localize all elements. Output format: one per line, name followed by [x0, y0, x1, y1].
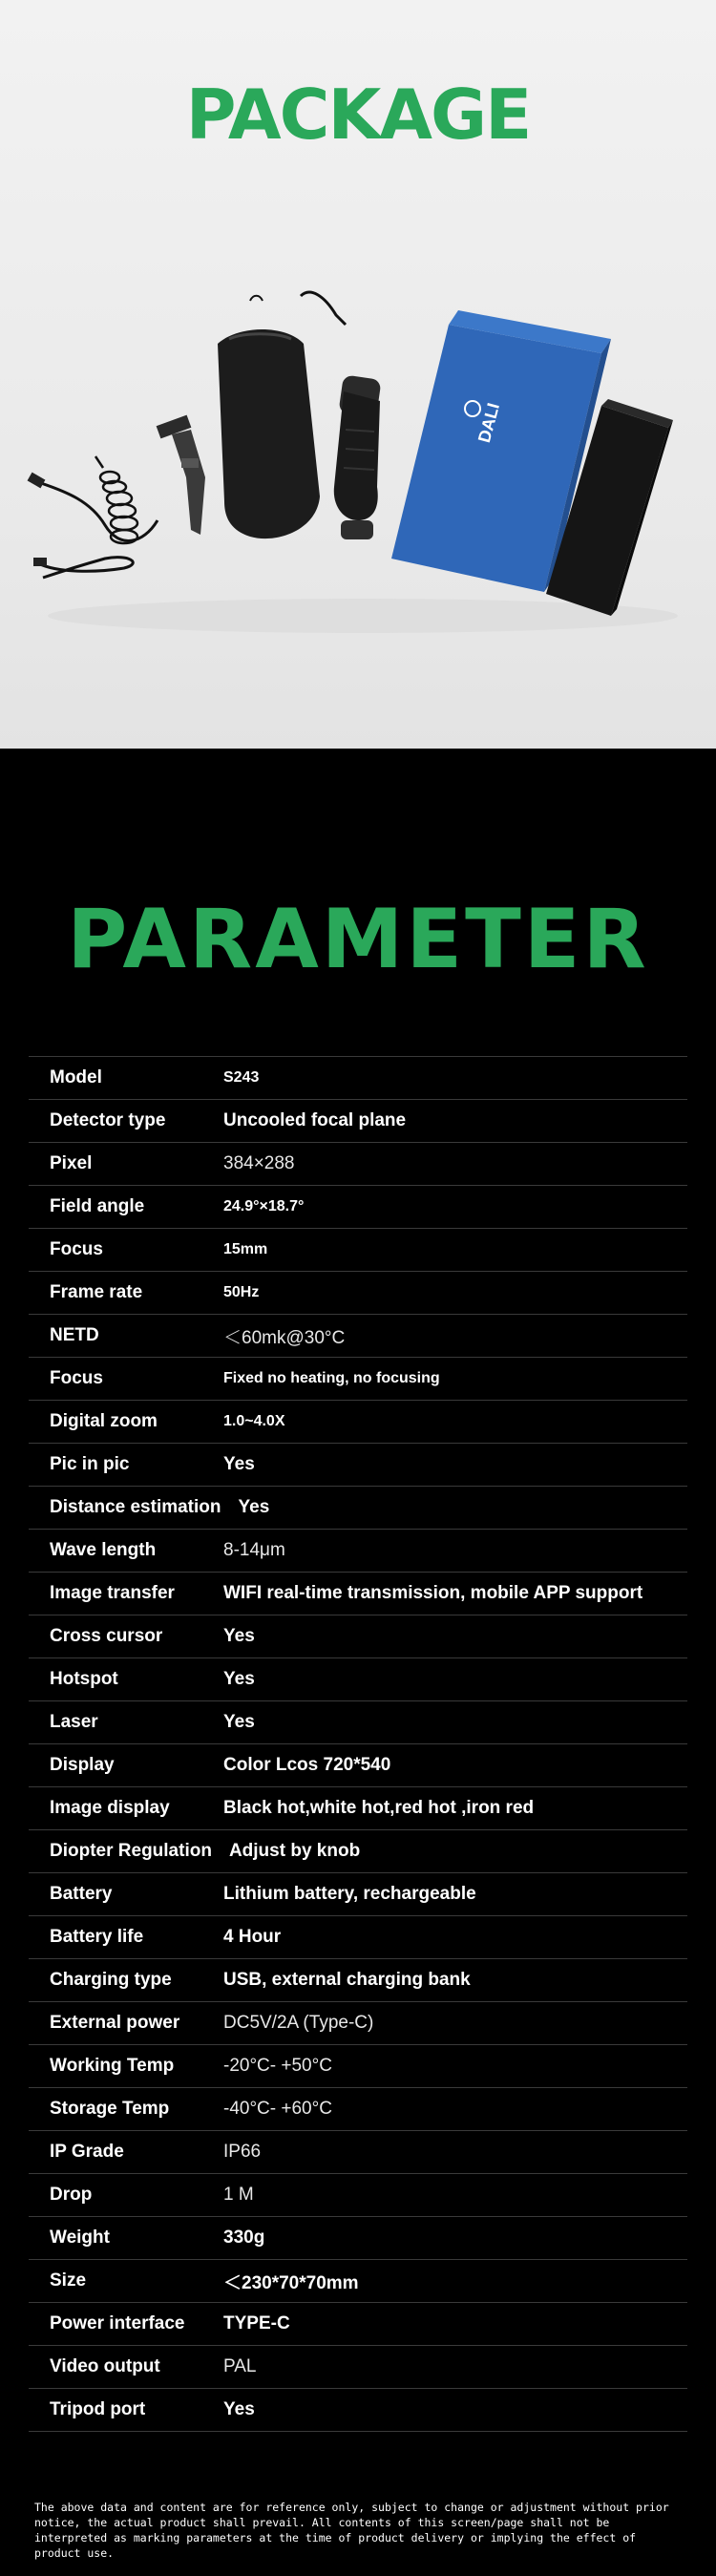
- spec-label: Focus: [50, 1239, 103, 1259]
- spec-value: 384×288: [223, 1153, 295, 1173]
- spec-value: 330g: [223, 2228, 265, 2248]
- table-row: [29, 1786, 687, 1829]
- spec-label: Wave length: [50, 1540, 157, 1560]
- table-row: [29, 2388, 687, 2432]
- table-row: [29, 1572, 687, 1615]
- spec-label: Distance estimation: [50, 1497, 221, 1517]
- carry-pouch-image: [218, 296, 320, 538]
- table-row: [29, 2259, 687, 2302]
- spec-label: Video output: [50, 2356, 160, 2376]
- table-row: [29, 1872, 687, 1915]
- spec-value: 50Hz: [223, 1284, 260, 1300]
- table-row: [29, 1228, 687, 1271]
- spec-label: Pic in pic: [50, 1454, 130, 1474]
- table-row: [29, 1529, 687, 1572]
- spec-value: Yes: [223, 1626, 255, 1646]
- disclaimer-text: The above data and content are for reference only, subject to change or adjustment without prior notice, the actual product shall prevail. All contents of this screen/page shall not be interpreted as marking parameters at the time of product delivery or implying the effect of product use.: [34, 2501, 669, 2560]
- spec-value: 15mm: [223, 1241, 268, 1257]
- spec-value: 24.9°×18.7°: [223, 1198, 305, 1214]
- table-row: [29, 1400, 687, 1443]
- spec-label: Diopter Regulation: [50, 1841, 212, 1861]
- parameter-section: [0, 749, 716, 2576]
- lanyard-image: [157, 415, 205, 535]
- spec-label: Image transfer: [50, 1583, 175, 1603]
- table-row: [29, 1958, 687, 2001]
- table-row: [29, 2130, 687, 2173]
- table-row: [29, 1056, 687, 1099]
- spec-label: Display: [50, 1755, 115, 1775]
- spec-value: Yes: [238, 1497, 270, 1517]
- table-row: [29, 1658, 687, 1700]
- table-row: [29, 2087, 687, 2130]
- spec-label: Power interface: [50, 2313, 185, 2333]
- spec-value: -20°C- +50°C: [223, 2056, 332, 2076]
- spec-label: Field angle: [50, 1196, 145, 1216]
- spec-value: TYPE-C: [223, 2313, 290, 2333]
- parameter-title: PARAMETER: [67, 892, 649, 987]
- spec-value: IP66: [223, 2142, 262, 2162]
- table-row: [29, 1700, 687, 1743]
- table-row: [29, 1271, 687, 1314]
- spec-label: Cross cursor: [50, 1626, 163, 1646]
- spec-table: [29, 1056, 687, 2432]
- spec-value: S243: [223, 1069, 260, 1086]
- spec-value: 8-14μm: [223, 1540, 285, 1560]
- spec-label: Drop: [50, 2185, 93, 2205]
- coiled-cable-image: [95, 456, 137, 543]
- spec-value: Yes: [223, 1712, 255, 1732]
- spec-value: DC5V/2A (Type-C): [223, 2013, 374, 2033]
- spec-label: Battery: [50, 1884, 113, 1904]
- spec-value: Yes: [223, 1454, 255, 1474]
- spec-label: Image display: [50, 1798, 170, 1818]
- table-row: [29, 1357, 687, 1400]
- table-row: [29, 1915, 687, 1958]
- spec-label: Frame rate: [50, 1282, 143, 1302]
- spec-label: Charging type: [50, 1970, 172, 1990]
- spec-value: Adjust by knob: [228, 1841, 361, 1861]
- spec-label: Battery life: [50, 1927, 144, 1947]
- spec-value: 1 M: [223, 2185, 254, 2205]
- spec-value: PAL: [223, 2356, 257, 2376]
- table-row: [29, 2001, 687, 2044]
- table-row: [29, 1486, 687, 1529]
- spec-value: 1.0~4.0X: [223, 1413, 285, 1429]
- spec-label: Digital zoom: [50, 1411, 158, 1431]
- spec-value: Yes: [223, 1669, 255, 1689]
- table-row: [29, 2345, 687, 2388]
- spec-label: IP Grade: [50, 2142, 124, 2162]
- table-row: [29, 1743, 687, 1786]
- spec-value: Lithium battery, rechargeable: [223, 1884, 476, 1904]
- spec-value: 4 Hour: [223, 1927, 282, 1947]
- spec-value: Yes: [223, 2399, 255, 2419]
- spec-value: -40°C- +60°C: [223, 2099, 332, 2119]
- table-row: [29, 2302, 687, 2345]
- spec-label: Pixel: [50, 1153, 93, 1173]
- spec-value: Black hot,white hot,red hot ,iron red: [223, 1798, 535, 1818]
- table-row: [29, 1099, 687, 1142]
- spec-label: External power: [50, 2013, 180, 2033]
- spec-value: Fixed no heating, no focusing: [223, 1370, 440, 1386]
- package-contents-photo: [0, 286, 716, 649]
- spec-label: Working Temp: [50, 2056, 175, 2076]
- spec-label: Laser: [50, 1712, 98, 1732]
- package-title: PACKAGE: [185, 74, 531, 155]
- table-row: [29, 1185, 687, 1228]
- table-row: [29, 1443, 687, 1486]
- spec-label: Focus: [50, 1368, 103, 1388]
- spec-label: Detector type: [50, 1110, 166, 1130]
- spec-value: ＜230*70*70mm: [223, 2272, 359, 2293]
- table-row: [29, 1314, 687, 1357]
- spec-label: Storage Temp: [50, 2099, 170, 2119]
- spec-value: Uncooled focal plane: [223, 1110, 407, 1130]
- table-row: [29, 1142, 687, 1185]
- table-row: [29, 1829, 687, 1872]
- spec-label: Model: [50, 1067, 102, 1087]
- table-row: [29, 1615, 687, 1658]
- spec-label: Weight: [50, 2228, 110, 2248]
- spec-label: NETD: [50, 1325, 99, 1345]
- table-row: [29, 2044, 687, 2087]
- package-section: [0, 0, 716, 749]
- spec-value: WIFI real-time transmission, mobile APP support: [223, 1583, 643, 1603]
- spec-value: Color Lcos 720*540: [223, 1755, 391, 1775]
- spec-label: Tripod port: [50, 2399, 146, 2419]
- spec-value: ＜60mk@30°C: [223, 1327, 346, 1348]
- spec-label: Hotspot: [50, 1669, 118, 1689]
- box-brand-label: DALI: [474, 400, 504, 445]
- spec-label: Size: [50, 2270, 87, 2291]
- table-row: [29, 2173, 687, 2216]
- spec-value: USB, external charging bank: [223, 1970, 471, 1990]
- table-row: [29, 2216, 687, 2259]
